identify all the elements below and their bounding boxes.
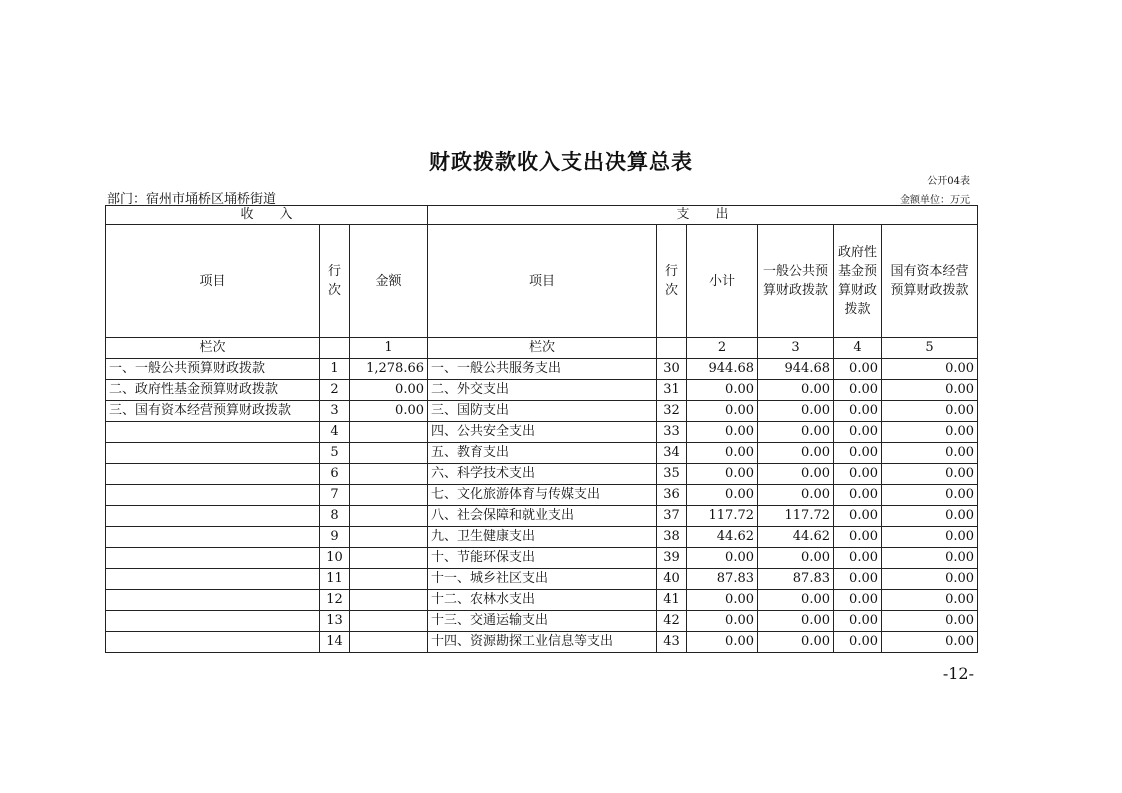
subtotal-cell: 0.00 <box>687 380 758 401</box>
column-number-3: 3 <box>758 338 834 359</box>
income-row-cell: 1 <box>320 359 350 380</box>
subtotal-cell: 944.68 <box>687 359 758 380</box>
expense-row-cell: 43 <box>657 632 687 653</box>
income-item-cell <box>106 485 320 506</box>
column-label-left: 栏次 <box>106 338 320 359</box>
income-item-cell <box>106 632 320 653</box>
income-item-cell <box>106 590 320 611</box>
general-budget-cell: 0.00 <box>758 401 834 422</box>
income-amount-cell: 0.00 <box>350 401 428 422</box>
expense-item-cell: 五、教育支出 <box>428 443 657 464</box>
state-capital-cell: 0.00 <box>882 590 978 611</box>
state-capital-cell: 0.00 <box>882 359 978 380</box>
gov-fund-cell: 0.00 <box>834 527 882 548</box>
income-row-cell: 5 <box>320 443 350 464</box>
expense-item-cell: 二、外交支出 <box>428 380 657 401</box>
income-amount-cell <box>350 548 428 569</box>
state-capital-cell: 0.00 <box>882 464 978 485</box>
income-amount-cell <box>350 422 428 443</box>
state-capital-cell: 0.00 <box>882 401 978 422</box>
state-capital-cell: 0.00 <box>882 548 978 569</box>
general-budget-cell: 0.00 <box>758 485 834 506</box>
gov-fund-cell: 0.00 <box>834 485 882 506</box>
expense-row-cell: 41 <box>657 590 687 611</box>
subtotal-cell: 0.00 <box>687 632 758 653</box>
expense-row-cell: 40 <box>657 569 687 590</box>
subtotal-cell: 117.72 <box>687 506 758 527</box>
expense-item-cell: 六、科学技术支出 <box>428 464 657 485</box>
gov-fund-cell: 0.00 <box>834 506 882 527</box>
income-row-cell: 6 <box>320 464 350 485</box>
general-budget-cell: 0.00 <box>758 464 834 485</box>
gov-fund-cell: 0.00 <box>834 464 882 485</box>
table-row <box>106 632 978 653</box>
table-row <box>106 506 978 527</box>
general-budget-header: 一般公共预算财政拨款 <box>758 225 834 338</box>
subtotal-cell: 0.00 <box>687 464 758 485</box>
income-item-cell <box>106 506 320 527</box>
subtotal-cell: 0.00 <box>687 443 758 464</box>
expense-row-cell: 38 <box>657 527 687 548</box>
general-budget-cell: 0.00 <box>758 632 834 653</box>
subtotal-cell: 0.00 <box>687 590 758 611</box>
expense-item-cell: 十四、资源勘探工业信息等支出 <box>428 632 657 653</box>
gov-fund-cell: 0.00 <box>834 569 882 590</box>
subtotal-cell: 0.00 <box>687 401 758 422</box>
income-row-cell: 13 <box>320 611 350 632</box>
general-budget-cell: 87.83 <box>758 569 834 590</box>
table-row <box>106 359 978 380</box>
column-number-blank <box>320 338 350 359</box>
general-budget-cell: 0.00 <box>758 590 834 611</box>
column-number-1: 1 <box>350 338 428 359</box>
state-capital-cell: 0.00 <box>882 443 978 464</box>
income-item-cell <box>106 548 320 569</box>
general-budget-cell: 0.00 <box>758 443 834 464</box>
income-row-cell: 8 <box>320 506 350 527</box>
expense-row-cell: 36 <box>657 485 687 506</box>
state-capital-cell: 0.00 <box>882 485 978 506</box>
income-row-cell: 7 <box>320 485 350 506</box>
state-capital-header: 国有资本经营预算财政拨款 <box>882 225 978 338</box>
table-row <box>106 443 978 464</box>
income-amount-cell: 1,278.66 <box>350 359 428 380</box>
income-item-cell <box>106 569 320 590</box>
table-row <box>106 464 978 485</box>
table-row <box>106 422 978 443</box>
income-amount-cell <box>350 464 428 485</box>
gov-fund-cell: 0.00 <box>834 401 882 422</box>
expense-item-cell: 十二、农林水支出 <box>428 590 657 611</box>
state-capital-cell: 0.00 <box>882 527 978 548</box>
income-amount-cell <box>350 611 428 632</box>
form-code: 公开04表 <box>927 176 970 187</box>
table-row <box>106 401 978 422</box>
gov-fund-cell: 0.00 <box>834 422 882 443</box>
income-row-cell: 10 <box>320 548 350 569</box>
table-row <box>106 569 978 590</box>
column-number-4: 4 <box>834 338 882 359</box>
income-row-cell: 14 <box>320 632 350 653</box>
income-amount-cell <box>350 590 428 611</box>
income-amount-cell <box>350 569 428 590</box>
income-row-cell: 3 <box>320 401 350 422</box>
expense-item-header: 项目 <box>428 225 657 338</box>
income-amount-cell <box>350 632 428 653</box>
general-budget-cell: 944.68 <box>758 359 834 380</box>
expense-row-cell: 30 <box>657 359 687 380</box>
income-item-cell <box>106 443 320 464</box>
income-row-cell: 4 <box>320 422 350 443</box>
subtotal-cell: 87.83 <box>687 569 758 590</box>
subtotal-cell: 0.00 <box>687 485 758 506</box>
expense-row-cell: 34 <box>657 443 687 464</box>
table-row <box>106 380 978 401</box>
expense-item-cell: 三、国防支出 <box>428 401 657 422</box>
unit-label: 金额单位：万元 <box>900 195 970 206</box>
column-number-5: 5 <box>882 338 978 359</box>
subtotal-cell: 44.62 <box>687 527 758 548</box>
expense-item-cell: 八、社会保障和就业支出 <box>428 506 657 527</box>
expense-row-cell: 32 <box>657 401 687 422</box>
income-item-header: 项目 <box>106 225 320 338</box>
state-capital-cell: 0.00 <box>882 506 978 527</box>
income-row-cell: 11 <box>320 569 350 590</box>
general-budget-cell: 0.00 <box>758 548 834 569</box>
income-amount-cell <box>350 443 428 464</box>
page-number: -12- <box>942 664 974 683</box>
column-label-right: 栏次 <box>428 338 657 359</box>
gov-fund-header: 政府性基金预算财政拨款 <box>834 225 882 338</box>
expense-item-cell: 十、节能环保支出 <box>428 548 657 569</box>
subtotal-header: 小计 <box>687 225 758 338</box>
expense-item-cell: 一、一般公共服务支出 <box>428 359 657 380</box>
gov-fund-cell: 0.00 <box>834 632 882 653</box>
income-section-header: 收 入 <box>106 206 428 225</box>
page-title: 财政拨款收入支出决算总表 <box>429 150 693 174</box>
income-item-cell <box>106 527 320 548</box>
department-label: 部门：宿州市埇桥区埇桥街道 <box>107 192 277 207</box>
income-item-cell <box>106 422 320 443</box>
expense-item-cell: 十三、交通运输支出 <box>428 611 657 632</box>
state-capital-cell: 0.00 <box>882 632 978 653</box>
income-item-cell: 三、国有资本经营预算财政拨款 <box>106 401 320 422</box>
table-row <box>106 485 978 506</box>
gov-fund-cell: 0.00 <box>834 380 882 401</box>
column-number-2: 2 <box>687 338 758 359</box>
general-budget-cell: 0.00 <box>758 380 834 401</box>
expense-item-cell: 十一、城乡社区支出 <box>428 569 657 590</box>
expense-row-cell: 42 <box>657 611 687 632</box>
expense-row-header: 行次 <box>657 225 687 338</box>
gov-fund-cell: 0.00 <box>834 590 882 611</box>
income-amount-cell: 0.00 <box>350 380 428 401</box>
table-row <box>106 611 978 632</box>
income-item-cell: 一、一般公共预算财政拨款 <box>106 359 320 380</box>
income-amount-cell <box>350 527 428 548</box>
expense-row-cell: 33 <box>657 422 687 443</box>
income-amount-cell <box>350 485 428 506</box>
expense-row-cell: 37 <box>657 506 687 527</box>
state-capital-cell: 0.00 <box>882 569 978 590</box>
table-row <box>106 590 978 611</box>
expense-item-cell: 九、卫生健康支出 <box>428 527 657 548</box>
general-budget-cell: 0.00 <box>758 422 834 443</box>
expense-row-cell: 39 <box>657 548 687 569</box>
general-budget-cell: 44.62 <box>758 527 834 548</box>
budget-table <box>105 205 978 653</box>
state-capital-cell: 0.00 <box>882 422 978 443</box>
gov-fund-cell: 0.00 <box>834 359 882 380</box>
expense-row-cell: 31 <box>657 380 687 401</box>
subtotal-cell: 0.00 <box>687 611 758 632</box>
expense-item-cell: 七、文化旅游体育与传媒支出 <box>428 485 657 506</box>
table-row <box>106 548 978 569</box>
income-item-cell: 二、政府性基金预算财政拨款 <box>106 380 320 401</box>
general-budget-cell: 117.72 <box>758 506 834 527</box>
income-row-cell: 2 <box>320 380 350 401</box>
subtotal-cell: 0.00 <box>687 422 758 443</box>
subtotal-cell: 0.00 <box>687 548 758 569</box>
expense-section-header: 支 出 <box>428 206 978 225</box>
income-row-cell: 9 <box>320 527 350 548</box>
income-item-cell <box>106 611 320 632</box>
income-item-cell <box>106 464 320 485</box>
income-row-header: 行次 <box>320 225 350 338</box>
state-capital-cell: 0.00 <box>882 611 978 632</box>
gov-fund-cell: 0.00 <box>834 548 882 569</box>
gov-fund-cell: 0.00 <box>834 611 882 632</box>
expense-row-cell: 35 <box>657 464 687 485</box>
income-amount-header: 金额 <box>350 225 428 338</box>
general-budget-cell: 0.00 <box>758 611 834 632</box>
state-capital-cell: 0.00 <box>882 380 978 401</box>
expense-item-cell: 四、公共安全支出 <box>428 422 657 443</box>
column-number-blank <box>657 338 687 359</box>
gov-fund-cell: 0.00 <box>834 443 882 464</box>
income-row-cell: 12 <box>320 590 350 611</box>
table-row <box>106 527 978 548</box>
income-amount-cell <box>350 506 428 527</box>
